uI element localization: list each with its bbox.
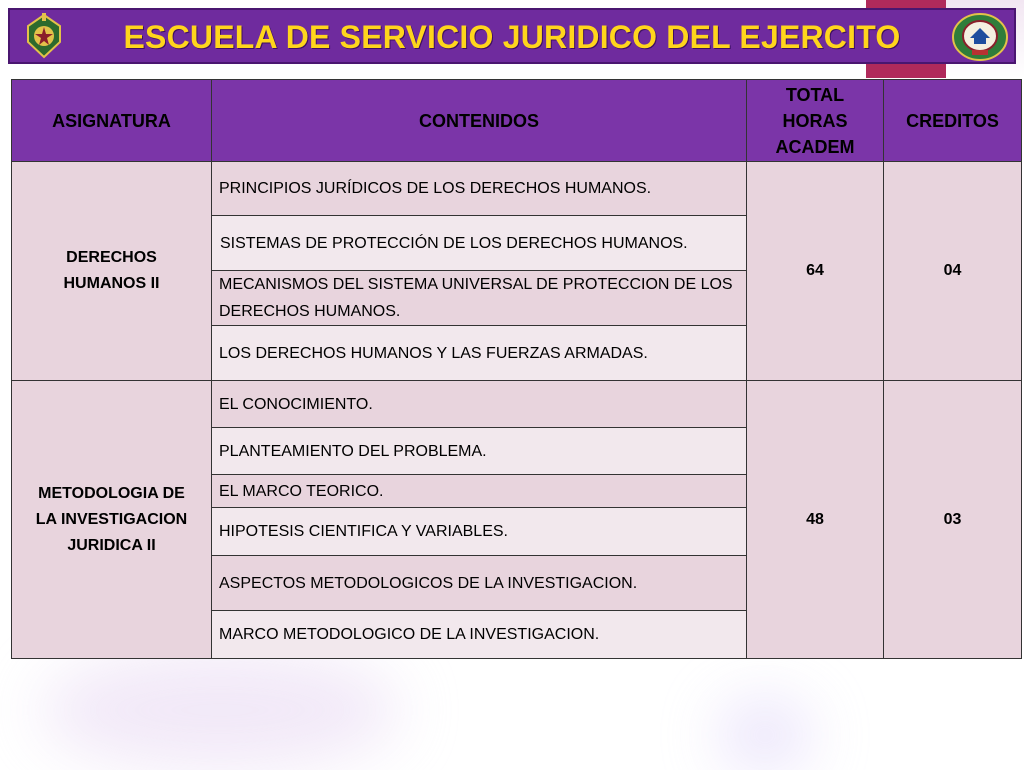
column-header-asignatura: ASIGNATURA xyxy=(12,80,212,162)
content-cell: PRINCIPIOS JURÍDICOS DE LOS DERECHOS HUMANOS. xyxy=(212,162,747,216)
content-cell: HIPOTESIS CIENTIFICA Y VARIABLES. xyxy=(212,508,747,556)
school-crest-icon xyxy=(950,12,1010,62)
subject-cell: DERECHOS HUMANOS II xyxy=(12,162,212,381)
content-cell: MECANISMOS DEL SISTEMA UNIVERSAL DE PROTECCION DE LOS DERECHOS HUMANOS. xyxy=(212,271,747,326)
column-header-creditos: CREDITOS xyxy=(884,80,1022,162)
header-banner xyxy=(8,8,1016,64)
column-header-contenidos: CONTENIDOS xyxy=(212,80,747,162)
subject-cell: METODOLOGIA DE LA INVESTIGACION JURIDICA II xyxy=(12,381,212,659)
content-cell: MARCO METODOLOGICO DE LA INVESTIGACION. xyxy=(212,611,747,659)
hours-cell: 48 xyxy=(747,381,884,659)
credits-cell: 03 xyxy=(884,381,1022,659)
table-header-row xyxy=(12,80,1022,162)
content-cell: ASPECTOS METODOLOGICOS DE LA INVESTIGACION. xyxy=(212,556,747,611)
background-glow xyxy=(720,700,810,770)
background-glow xyxy=(40,650,400,770)
content-cell: SISTEMAS DE PROTECCIÓN DE LOS DERECHOS HUMANOS. xyxy=(212,216,747,271)
table-row xyxy=(12,162,1022,216)
page-title: ESCUELA DE SERVICIO JURIDICO DEL EJERCITO xyxy=(123,19,901,55)
curriculum-table xyxy=(11,79,1022,659)
credits-cell: 04 xyxy=(884,162,1022,381)
content-cell: PLANTEAMIENTO DEL PROBLEMA. xyxy=(212,428,747,475)
content-cell: EL MARCO TEORICO. xyxy=(212,475,747,508)
hours-cell: 64 xyxy=(747,162,884,381)
table-row xyxy=(12,381,1022,428)
content-cell: LOS DERECHOS HUMANOS Y LAS FUERZAS ARMADAS. xyxy=(212,326,747,381)
content-cell: EL CONOCIMIENTO. xyxy=(212,381,747,428)
column-header-horas: TOTAL HORAS ACADEM xyxy=(747,80,884,162)
